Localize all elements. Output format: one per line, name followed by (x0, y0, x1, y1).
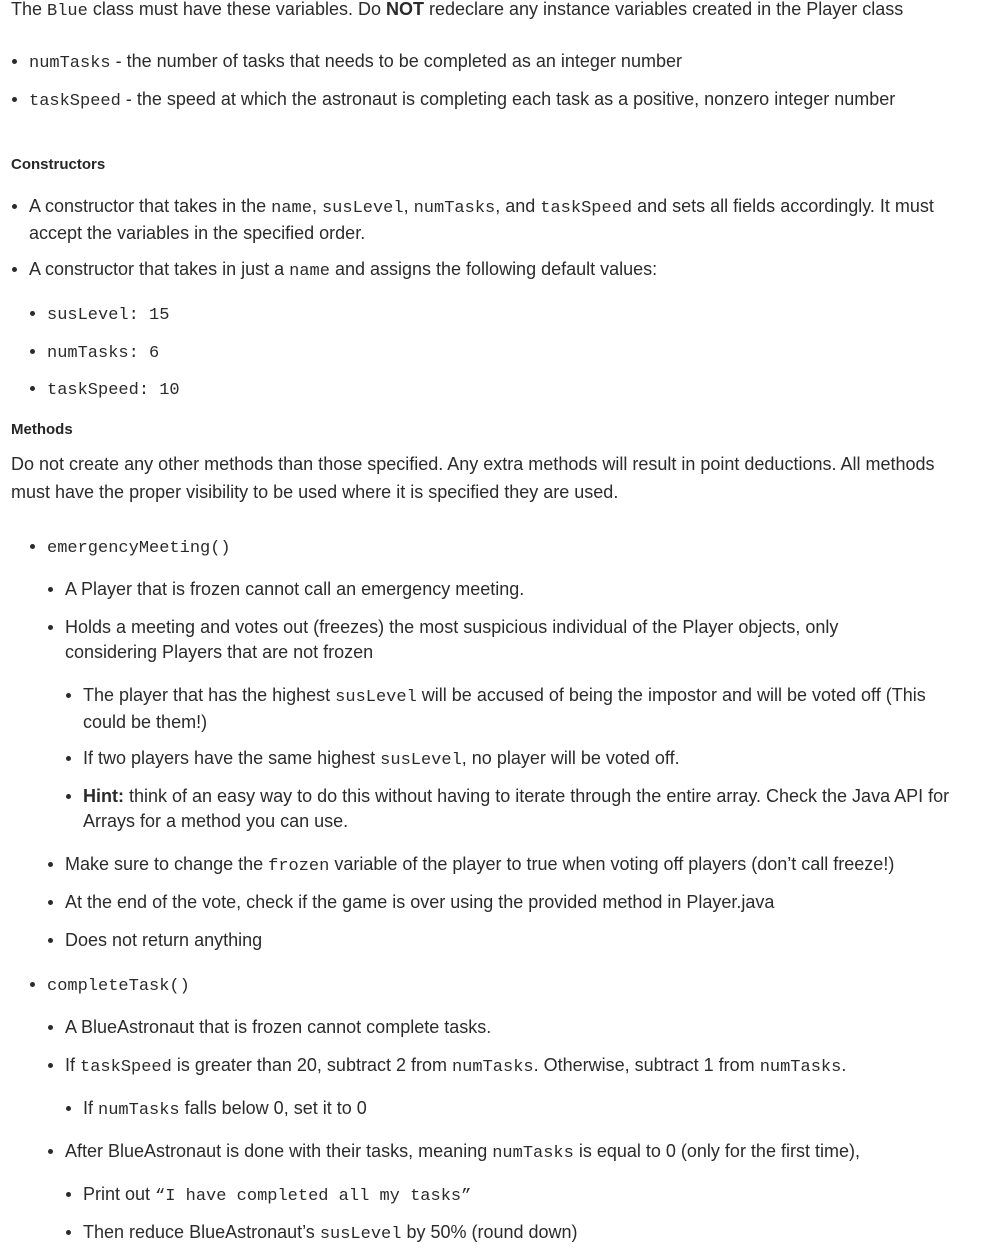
code-text: numTasks (492, 1144, 574, 1163)
list-item (65, 1139, 965, 1166)
text: The player that has the highest (83, 685, 336, 705)
list-item (83, 1220, 958, 1247)
methods-intro: Do not create any other methods than those specified. Any extra methods will result in point deductions. All methods must have the proper visibility to be used where it is specified they are used. (11, 454, 935, 502)
code-text: susLevel (335, 688, 417, 707)
text: A constructor that takes in the (29, 196, 272, 216)
param-name: name (289, 262, 330, 281)
variable-description: - the number of tasks that needs to be completed as an integer number (110, 51, 682, 71)
text: , no player will be voted off. (461, 748, 680, 768)
default-value: taskSpeed: 10 (47, 381, 180, 400)
text: falls below 0, set it to 0 (179, 1098, 367, 1118)
text: variable of the player to true when voting off players (don’t call freeze!) (329, 854, 895, 874)
list-item (83, 1096, 958, 1123)
methods-heading: Methods (11, 421, 73, 438)
hint-item (83, 784, 958, 834)
text: Then reduce BlueAstronaut’s (83, 1222, 320, 1242)
text: A Player that is frozen cannot call an emergency meeting. (65, 579, 525, 599)
default-value: susLevel: 15 (47, 306, 170, 325)
list-item (65, 577, 960, 602)
list-item (65, 1053, 960, 1080)
text: and sets all fields accordingly. It must accept the variables in the specified order. (29, 196, 934, 243)
text: Does not return anything (65, 930, 263, 950)
method-name: completeTask() (47, 977, 190, 996)
text: Make sure to change the (65, 854, 269, 874)
variable-name: taskSpeed (29, 92, 121, 111)
text: If (83, 1098, 99, 1118)
default-taskspeed (47, 376, 957, 403)
list-item (83, 1182, 958, 1209)
list-item (65, 890, 960, 915)
method-emergency-meeting (47, 534, 957, 561)
text: . Otherwise, subtract 1 from (533, 1055, 760, 1075)
text: , (311, 196, 322, 216)
text: A BlueAstronaut that is frozen cannot complete tasks. (65, 1017, 492, 1037)
text: After BlueAstronaut is done with their tasks, meaning (65, 1141, 493, 1161)
text: At the end of the vote, check if the game is over using the provided method in Player.java (65, 892, 775, 912)
constructors-heading: Constructors (11, 156, 106, 173)
text: by 50% (round down) (401, 1222, 578, 1242)
default-value: numTasks: 6 (47, 344, 160, 363)
list-item (83, 683, 953, 735)
text: and assigns the following default values: (329, 259, 658, 279)
param-taskspeed: taskSpeed (540, 199, 633, 218)
text: A constructor that takes in just a (29, 259, 290, 279)
intro-emphasis: NOT (385, 0, 424, 19)
code-text: numTasks (98, 1101, 180, 1120)
list-item (65, 615, 925, 665)
text: . (841, 1055, 847, 1075)
list-item (65, 928, 960, 953)
param-numtasks: numTasks (413, 199, 496, 218)
param-suslevel: susLevel (321, 199, 404, 218)
text: , and (495, 196, 541, 216)
intro-paragraph (11, 0, 961, 24)
text: is equal to 0 (only for the first time), (573, 1141, 860, 1161)
code-text: numTasks (759, 1058, 842, 1077)
constructor-name-only (29, 257, 959, 284)
list-item (65, 852, 965, 879)
text: If (65, 1055, 81, 1075)
text: will be accused of being the impostor and will be voted off (This could be them!) (83, 685, 926, 732)
code-text: numTasks (451, 1058, 534, 1077)
variable-description: - the speed at which the astronaut is completing each task as a positive, nonzero integer number (120, 89, 896, 109)
text: is greater than 20, subtract 2 from (171, 1055, 452, 1075)
code-text: susLevel (319, 1225, 402, 1244)
default-numtasks (47, 339, 957, 366)
text: If two players have the same highest (83, 748, 381, 768)
code-text: frozen (268, 857, 330, 876)
code-text: “I have completed all my tasks” (155, 1187, 472, 1206)
list-item (83, 746, 958, 773)
text: Holds a meeting and votes out (freezes) the most suspicious individual of the Player objects, only considering Players that are not frozen (65, 617, 839, 662)
intro-text: redeclare any instance variables created in the Player class (423, 0, 904, 19)
param-name: name (271, 199, 312, 218)
method-complete-task (47, 972, 957, 999)
text: Print out (83, 1184, 156, 1204)
code-text: taskSpeed (80, 1058, 172, 1077)
intro-text: class must have these variables. Do (87, 0, 386, 19)
list-item (65, 1015, 960, 1040)
intro-text: The (11, 0, 48, 19)
variable-item-numtasks (29, 49, 959, 76)
constructor-full (29, 194, 959, 246)
variable-name: numTasks (29, 54, 111, 73)
default-suslevel (47, 301, 957, 328)
method-name: emergencyMeeting() (47, 539, 231, 558)
intro-class-name: Blue (47, 2, 88, 21)
text: think of an easy way to do this without having to iterate through the entire array. Check the Java API for Arrays for a method you can use. (83, 786, 950, 831)
text: , (403, 196, 414, 216)
variable-item-taskspeed (29, 87, 959, 114)
hint-label: Hint: (83, 786, 124, 806)
code-text: susLevel (380, 751, 462, 770)
